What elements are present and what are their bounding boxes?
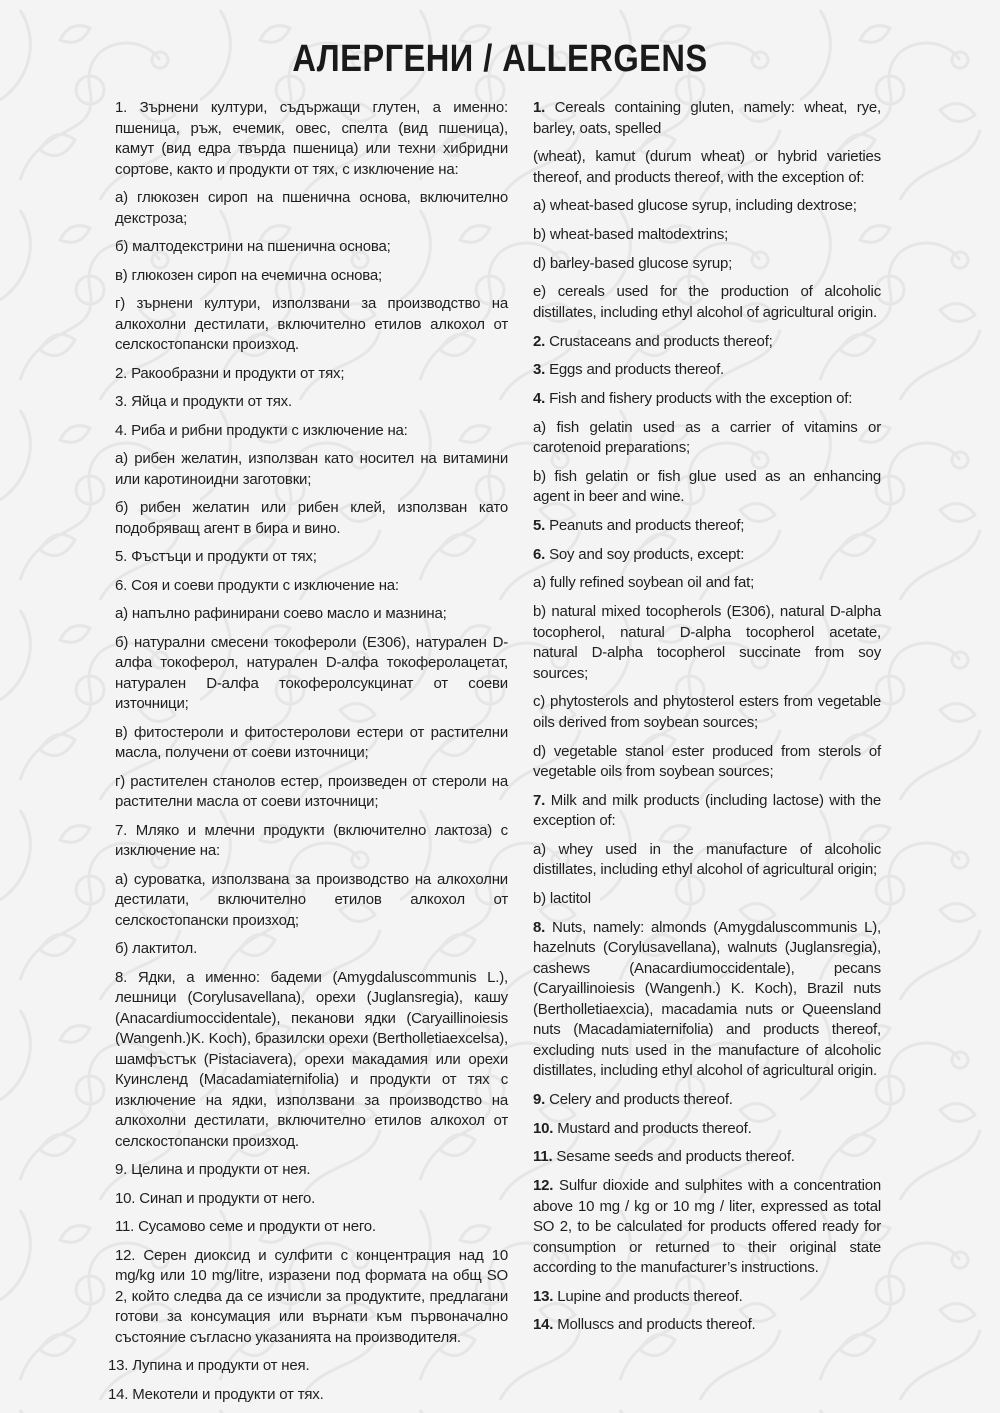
en-allergen-paragraph: [533, 602, 881, 684]
bg-allergen-paragraph: б) лактитол.: [115, 940, 198, 957]
en-allergen-paragraph: [533, 791, 881, 832]
allergen-number: 14.: [533, 1316, 554, 1334]
allergen-number: 3.: [533, 361, 546, 379]
allergen-text: (wheat), kamut (durum wheat) or hybrid varieties thereof, and products thereof, with the exception of:: [533, 148, 881, 186]
allergen-text: Celery and products thereof.: [545, 1090, 733, 1108]
allergen-number: 8.: [533, 918, 546, 936]
bg-allergen-paragraph: г) зърнени култури, използвани за производство на алкохолни дестилати, включително етилов алкохол от селскостопански произход.: [115, 295, 508, 353]
allergen-text: Fish and fishery products with the exception of:: [545, 390, 853, 407]
bg-allergen-paragraph: а) напълно рафинирани соево масло и мазнина;: [115, 605, 447, 622]
allergen-text: b) lactitol: [533, 890, 591, 908]
en-allergen-paragraph: [533, 692, 881, 733]
allergen-number: 10.: [533, 1119, 554, 1137]
allergen-text: Nuts, namely: almonds (Amygdaluscommunis L), hazelnuts (Corylusavellana), walnuts (Juglansregia), cashews (Anacardiumoccidentale), pecans (Caryaillinoiesis (Wangenh.) K. Koch), Brazil nuts (Bertholletiaexcia), macadamia nuts or Queensland nuts (Macadamiaternifolia) and products thereof, excluding nuts used in the manufacture of alcoholic distillates, including ethyl alcohol of agricultural origin.: [533, 918, 881, 1080]
bg-allergen-paragraph: 11. Сусамово семе и продукти от него.: [115, 1218, 376, 1235]
en-allergen-paragraph: [533, 1147, 881, 1168]
bg-allergen-paragraph: 2. Ракообразни и продукти от тях;: [115, 364, 345, 382]
bg-allergen-paragraph: б) малтодекстрини на пшенична основа;: [115, 238, 391, 255]
en-allergen-paragraph: [533, 889, 881, 910]
allergen-text: e) cereals used for the production of alcoholic distillates, including ethyl alcohol of agricultural origin.: [533, 283, 881, 321]
allergen-text: a) fully refined soybean oil and fat;: [533, 574, 755, 592]
allergen-text: d) vegetable stanol ester produced from sterols of vegetable oils from soybean sources;: [533, 742, 881, 780]
bg-allergen-paragraph: в) глюкозен сироп на ечемична основа;: [115, 266, 383, 284]
allergen-text: a) whey used in the manufacture of alcoholic distillates, including ethyl alcohol of agricultural origin;: [533, 840, 881, 879]
allergen-number: 2.: [533, 332, 546, 350]
en-allergen-paragraph: [533, 282, 881, 323]
page-title: АЛЕРГЕНИ / ALLERGENS: [292, 38, 708, 80]
allergen-number: 7.: [533, 791, 546, 809]
bg-allergen-paragraph: 12. Серен диоксид и сулфити с концентрация над 10 mg/kg или 10 mg/litre, изразени под формата на общ SO 2, който следва да се изчисли за продуктите, предлагани готови за консумация или върнати към първоначално състояние съгласно указанията на производителя.: [115, 1246, 508, 1346]
bg-allergen-paragraph: 9. Целина и продукти от нея.: [115, 1161, 311, 1178]
en-allergen-paragraph: [533, 467, 881, 508]
en-allergen-paragraph: [533, 516, 881, 537]
en-allergen-paragraph: [533, 1287, 881, 1308]
en-allergen-paragraph: [533, 573, 881, 594]
bg-allergen-paragraph: 10. Синап и продукти от него.: [115, 1189, 316, 1207]
bg-allergen-paragraph: 14. Мекотели и продукти от тях.: [108, 1385, 324, 1403]
allergen-number: 13.: [533, 1287, 554, 1305]
bg-allergen-paragraph: 4. Риба и рибни продукти с изключение на:: [115, 421, 408, 439]
allergen-text: Soy and soy products, except:: [545, 545, 745, 563]
allergen-text: Molluscs and products thereof.: [553, 1316, 756, 1334]
bg-allergen-paragraph: г) растителен станолов естер, произведен от стероли на растителни масла от соеви източници;: [115, 772, 508, 810]
allergen-text: d) barley-based glucose syrup;: [533, 254, 733, 272]
allergen-text: Crustaceans and products thereof;: [545, 332, 773, 350]
allergen-number: 5.: [533, 517, 546, 535]
en-allergen-paragraph: [533, 360, 881, 381]
en-allergen-paragraph: [533, 254, 881, 275]
allergen-number: 12.: [533, 1177, 554, 1194]
allergen-text: Eggs and products thereof.: [545, 361, 725, 379]
allergen-text: Lupine and products thereof.: [553, 1287, 743, 1305]
en-allergen-paragraph: [533, 196, 881, 217]
allergen-text: Sulfur dioxide and sulphites with a concentration above 10 mg / kg or 10 mg / liter, expressed as total SO 2, to be calculated for products offered ready for consumption or returned to their original state according to the manufacturer’s instructions.: [533, 1177, 881, 1276]
allergen-text: b) fish gelatin or fish glue used as an enhancing agent in beer and wine.: [533, 467, 881, 506]
bg-allergen-paragraph: а) рибен желатин, използван като носител на витамини или каротиноидни заготовки;: [115, 450, 508, 488]
allergen-text: Sesame seeds and products thereof.: [552, 1148, 795, 1166]
en-allergen-paragraph: [533, 332, 881, 353]
allergen-text: b) natural mixed tocopherols (E306), natural D-alpha tocopherol, natural D-alpha tocopherol acetate, natural D-alpha tocopherol succinate from soy sources;: [533, 603, 881, 682]
english-column: [533, 98, 881, 1344]
allergen-text: a) wheat-based glucose syrup, including dextrose;: [533, 197, 857, 215]
bg-allergen-paragraph: а) суроватка, използвана за производство на алкохолни дестилати, включително етилов алкохол от селскостопански произход;: [115, 870, 508, 929]
allergen-number: 11.: [533, 1148, 553, 1166]
en-allergen-paragraph: [533, 1090, 881, 1111]
allergen-number: 1.: [533, 99, 546, 116]
bg-allergen-paragraph: 5. Фъстъци и продукти от тях;: [115, 548, 317, 565]
en-allergen-paragraph: [533, 742, 881, 783]
en-allergen-paragraph: [533, 1315, 881, 1336]
en-allergen-paragraph: [533, 918, 881, 1082]
bg-allergen-paragraph: 1. Зърнени култури, съдържащи глутен, а именно: пшеница, ръж, ечемик, овес, спелта (вид пшеница), камут (вид едра твърда пшеница) или техни хибридни сортове, както и продукти от тях, с изключение на:: [115, 99, 508, 178]
bg-allergen-paragraph: 8. Ядки, а именно: бадеми (Amygdaluscommunis L.), лешници (Corylusavellana), орехи (Juglansregia), кашу (Anacardiumoccidentale), пеканови ядки (Caryaillinoiesis (Wangenh.)K. Koch), бразилски орехи (Bertholletiaexcelsa), шамфъстък (Pistaciavera), орехи макадамия или орехи Куинсленд (Macadamiaternifolia) и продукти от тях с изключение на ядки, използвани за производство на алкохолни дестилати, включително етилов алкохол от селскостопански произход.: [115, 968, 508, 1150]
en-allergen-paragraph: [533, 1119, 881, 1140]
bg-allergen-paragraph: 6. Соя и соеви продукти с изключение на:: [115, 576, 399, 594]
allergen-text: b) wheat-based maltodextrins;: [533, 226, 729, 244]
bg-allergen-paragraph: б) рибен желатин или рибен клей, използван като подобряващ агент в бира и вино.: [115, 499, 508, 537]
bg-allergen-paragraph: б) натурални смесени токофероли (Е306), натурален D-алфа токоферол, натурален D-алфа токоферолацетат, натурален D-алфа токоферолсукцинат от соеви източници;: [115, 633, 508, 712]
bg-allergen-paragraph: 7. Мляко и млечни продукти (включително лактоза) с изключение на:: [115, 821, 508, 859]
en-allergen-paragraph: [533, 840, 881, 881]
allergen-number: 4.: [533, 390, 546, 407]
en-allergen-paragraph: [533, 418, 881, 459]
bg-allergen-paragraph: 3. Яйца и продукти от тях.: [115, 393, 292, 410]
allergen-text: c) phytosterols and phytosterol esters from vegetable oils derived from soybean sources;: [533, 693, 881, 731]
bg-allergen-paragraph: в) фитостероли и фитостеролови естери от растителни масла, получени от соеви източници;: [115, 723, 508, 761]
bulgarian-column: [108, 98, 508, 1413]
en-allergen-paragraph: [533, 98, 881, 139]
bg-allergen-paragraph: 13. Лупина и продукти от нея.: [108, 1357, 310, 1374]
allergen-number: 6.: [533, 545, 546, 563]
allergen-text: Cereals containing gluten, namely: wheat, rye, barley, oats, spelled: [533, 99, 881, 137]
allergen-text: Milk and milk products (including lactose) with the exception of:: [533, 791, 881, 830]
en-allergen-paragraph: [533, 225, 881, 246]
bg-allergen-paragraph: а) глюкозен сироп на пшенична основа, включително декстроза;: [115, 189, 508, 227]
allergen-text: Mustard and products thereof.: [553, 1119, 752, 1137]
en-allergen-paragraph: [533, 389, 881, 410]
en-allergen-paragraph: [533, 1176, 881, 1279]
allergen-text: a) fish gelatin used as a carrier of vitamins or carotenoid preparations;: [533, 418, 881, 457]
en-allergen-paragraph: [533, 147, 881, 188]
allergen-number: 9.: [533, 1090, 546, 1108]
en-allergen-paragraph: [533, 545, 881, 566]
allergen-text: Peanuts and products thereof;: [545, 517, 745, 535]
